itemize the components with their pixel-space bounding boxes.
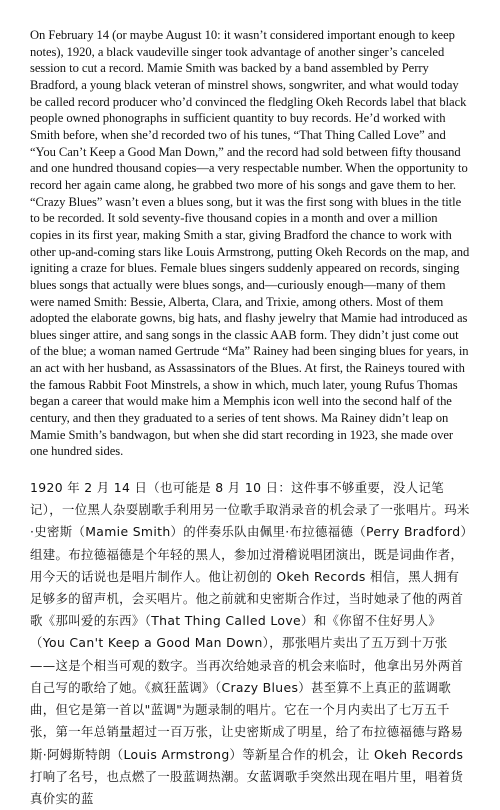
english-paragraph: On February 14 (or maybe August 10: it wasn’t considered important enough to keep notes), 1920, a black vaudeville singer took advantage of another singer’s canceled session to cut a record. Mamie Smith was backed by a band assembled by Perry Bradford, a young black veteran of minstrel shows, songwriter, and what would today be called record producer who’d convinced the fledgling Okeh Records label that black people owned phonographs in sufficient quantity to buy records. He’d worked with Smith before, when she’d recorded two of his tunes, “That Thing Called Love” and “You Can’t Keep a Good Man Down,” and the record had sold between fifty thousand and one hundred thousand copies—a very respectable number. When the opportunity to record her again came along, he grabbed two more of his songs and gave them to her. “Crazy Blues” wasn’t even a blues song, but it was the first song with blues in the title to be recorded. It sold seventy-five thousand copies in a month and over a million copies in its first year, making Smith a star, giving Bradford the chance to work with other up-and-coming stars like Louis Armstrong, putting Okeh Records on the map, and igniting a craze for blues. Female blues singers suddenly appeared on records, singing blues songs that actually were blues songs, and—curiously enough—many of them were named Smith: Bessie, Alberta, Clara, and Trixie, among others. Most of them adopted the elaborate gowns, big hats, and flashy jewelry that Mamie had introduced as blues singer attire, and sang songs in the classic AAB form. They didn’t just come out of the blue; a woman named Gertrude “Ma” Rainey had been singing blues for years, in an act with her husband, as Assassinators of the Blues. At first, the Raineys toured with the famous Rabbit Foot Minstrels, a show in which, much later, young Rufus Thomas began a career that would make him a Memphis icon well into the second half of the century, and then they graduated to a series of tent shows. Ma Rainey didn’t leap on Mamie Smith’s bandwagon, but when she did start recording in 1923, she made over one hundred sides. [30,28,470,459]
document-page [30,27,470,810]
chinese-paragraph: 1920 年 2 月 14 日（也可能是 8 月 10 日：这件事不够重要，没人记笔记），一位黑人杂耍剧歌手利用另一位歌手取消录音的机会录了一张唱片。玛米·史密斯（Mamie Smith）的伴奏乐队由佩里·布拉德福德（Perry Bradford）组建。布拉德福德是个年轻的黑人，参加过滑稽说唱团演出，既是词曲作者，用今天的话说也是唱片制作人。他让初创的 Okeh Records 相信，黑人拥有足够多的留声机，会买唱片。他之前就和史密斯合作过，当时她录了他的两首歌《那叫爱的东西》（That Thing Called Love）和《你留不住好男人》（You Can't Keep a Good Man Down），那张唱片卖出了五万到十万张——这是个相当可观的数字。当再次给她录音的机会来临时，他拿出另外两首自己写的歌给了她。《疯狂蓝调》（Crazy Blues）甚至算不上真正的蓝调歌曲，但它是第一首以"蓝调"为题录制的唱片。它在一个月内卖出了七万五千张，第一年总销量超过一百万张，让史密斯成了明星，给了布拉德福德与路易斯·阿姆斯特朗（Louis Armstrong）等新星合作的机会，让 Okeh Records 打响了名号，也点燃了一股蓝调热潮。女蓝调歌手突然出现在唱片里，唱着货真价实的蓝 [30,480,470,806]
